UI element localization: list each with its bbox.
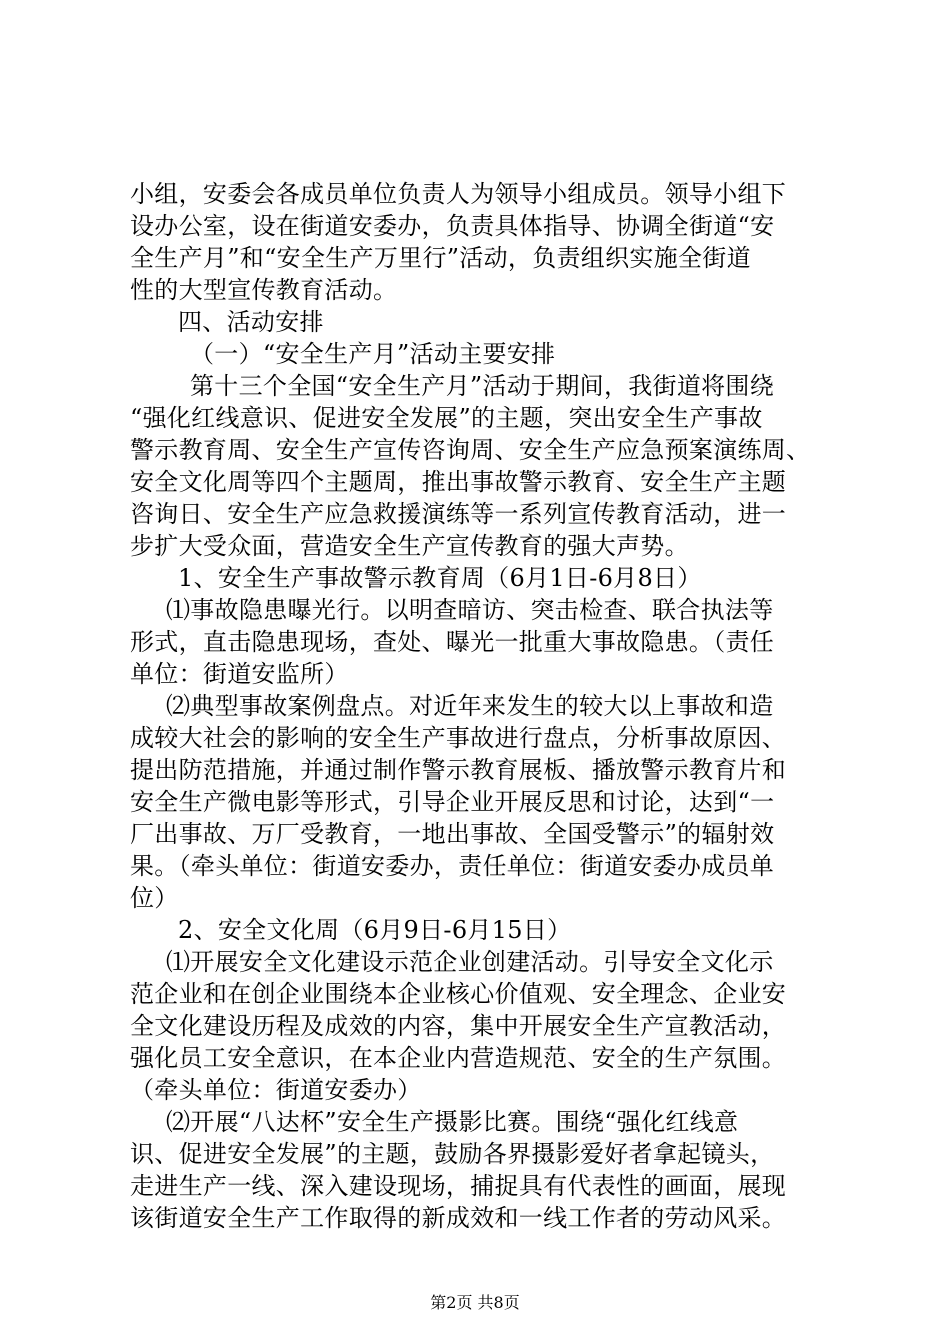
text-line: （牵头单位：街道安委办） — [130, 1076, 422, 1104]
text-line: 设办公室，设在街道安委办，负责具体指导、协调全街道“安 — [130, 212, 775, 240]
text-line: “强化红线意识、促进安全发展”的主题，突出安全生产事故 — [130, 404, 763, 432]
document-body — [130, 178, 830, 1234]
subsection-heading: 2、安全文化周（6月9日-6月15日） — [178, 916, 572, 944]
text-line: 强化员工安全意识，在本企业内营造规范、安全的生产氛围。 — [130, 1044, 787, 1072]
text-line: 性的大型宣传教育活动。 — [130, 276, 398, 304]
section-heading: 四、活动安排 — [178, 308, 324, 336]
page-footer — [0, 1293, 950, 1313]
subsection-heading: （一）“安全生产月”活动主要安排 — [190, 340, 556, 368]
text-line: 安全文化周等四个主题周，推出事故警示教育、安全生产主题 — [130, 468, 787, 496]
text-line: 单位：街道安监所） — [130, 660, 349, 688]
text-line: ⑴开展安全文化建设示范企业创建活动。引导安全文化示 — [166, 948, 774, 976]
text-line: 警示教育周、安全生产宣传咨询周、安全生产应急预案演练周、 — [130, 436, 811, 464]
text-line: ⑵典型事故案例盘点。对近年来发生的较大以上事故和造 — [166, 692, 774, 720]
text-line: 成较大社会的影响的安全生产事故进行盘点，分析事故原因、 — [130, 724, 787, 752]
text-line: 第十三个全国“安全生产月”活动于期间，我街道将围绕 — [190, 372, 775, 400]
text-line: 安全生产微电影等形式，引导企业开展反思和讨论，达到“一 — [130, 788, 775, 816]
text-line: 该街道安全生产工作取得的新成效和一线工作者的劳动风采。 — [130, 1204, 787, 1232]
text-line: 全文化建设历程及成效的内容，集中开展安全生产宣教活动， — [130, 1012, 787, 1040]
text-line: ⑵开展“八达杯”安全生产摄影比赛。围绕“强化红线意 — [166, 1108, 739, 1136]
text-line: 走进生产一线、深入建设现场，捕捉具有代表性的画面，展现 — [130, 1172, 787, 1200]
text-line: 步扩大受众面，营造安全生产宣传教育的强大声势。 — [130, 532, 689, 560]
page-number: 第2页 共8页 — [430, 1293, 520, 1312]
text-line: 形式，直击隐患现场，查处、曝光一批重大事故隐患。（责任 — [130, 628, 775, 656]
subsection-heading: 1、安全生产事故警示教育周（6月1日-6月8日） — [178, 564, 702, 592]
text-line: 厂出事故、万厂受教育，一地出事故、全国受警示”的辐射效 — [130, 820, 775, 848]
text-line: 全生产月”和“安全生产万里行”活动，负责组织实施全街道 — [130, 244, 751, 272]
text-line: 识、促进安全发展”的主题，鼓励各界摄影爱好者拿起镜头， — [130, 1140, 775, 1168]
text-line: 小组，安委会各成员单位负责人为领导小组成员。领导小组下 — [130, 180, 787, 208]
text-line: 范企业和在创企业围绕本企业核心价值观、安全理念、企业安 — [130, 980, 787, 1008]
text-line: 果。（牵头单位：街道安委办，责任单位：街道安委办成员单 — [130, 852, 775, 880]
text-line: ⑴事故隐患曝光行。以明查暗访、突击检查、联合执法等 — [166, 596, 774, 624]
text-line: 位） — [130, 884, 179, 912]
text-line: 咨询日、安全生产应急救援演练等一系列宣传教育活动，进一 — [130, 500, 787, 528]
text-line: 提出防范措施，并通过制作警示教育展板、播放警示教育片和 — [130, 756, 787, 784]
